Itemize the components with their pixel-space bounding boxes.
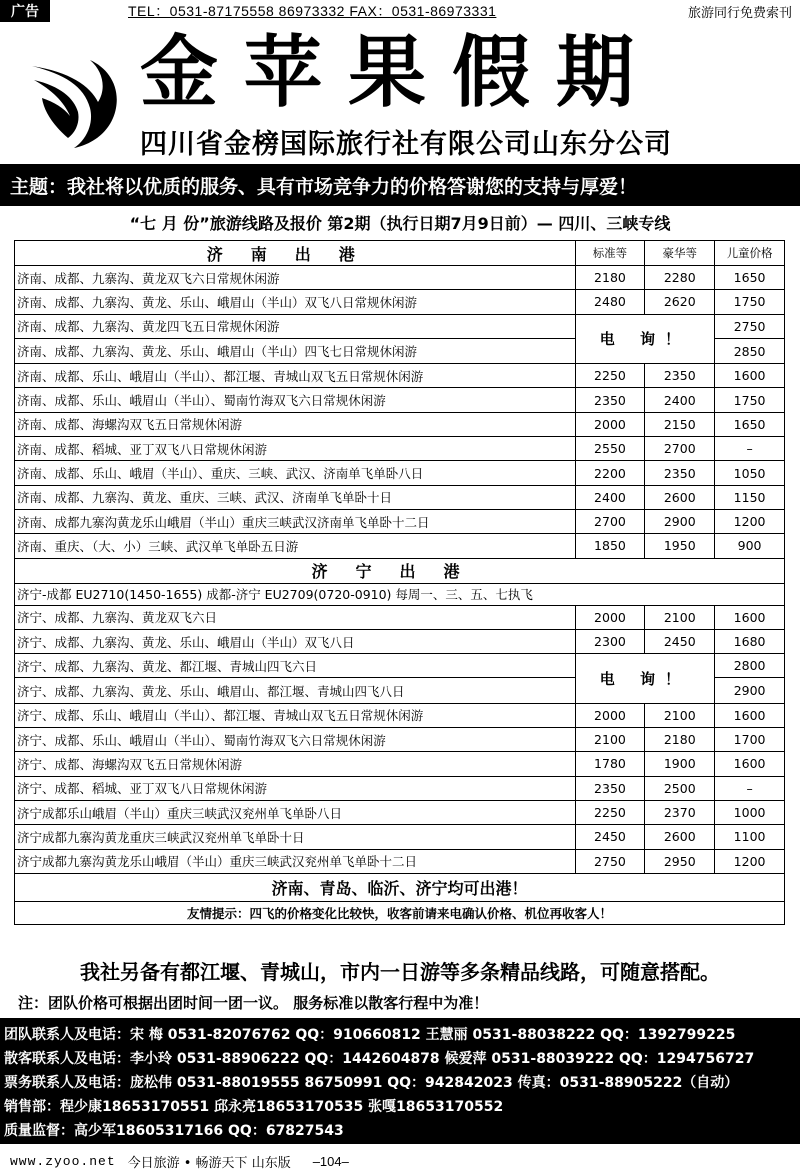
deluxe-price: 2350 xyxy=(645,461,715,484)
footer-site: www.zyoo.net xyxy=(10,1153,116,1169)
standard-price: 2250 xyxy=(576,801,646,824)
standard-price: 2550 xyxy=(576,437,646,460)
price-table xyxy=(14,240,785,925)
child-price: 1750 xyxy=(733,392,766,408)
deluxe-price: 2400 xyxy=(645,388,715,411)
contact-line: TEL：0531-87175558 86973332 FAX：0531-86973331 xyxy=(128,3,497,19)
deluxe-price: 1950 xyxy=(645,534,715,557)
jinan-section-header xyxy=(15,241,784,266)
footer-slogan: 今日旅游 • 畅游天下 山东版 xyxy=(127,1155,291,1171)
header-child: 儿童价格 xyxy=(726,246,773,260)
route-row xyxy=(15,486,784,510)
route-row xyxy=(15,728,784,752)
outports-note: 济南、青岛、临沂、济宁均可出港！ xyxy=(15,874,784,902)
route-name: 济宁成都乐山峨眉（半山）重庆三峡武汉兖州单飞单卧八日 xyxy=(15,801,576,824)
standard-price: 2300 xyxy=(576,630,646,653)
deluxe-price: 2950 xyxy=(645,850,715,873)
free-index-label: 旅游同行免费索刊 xyxy=(687,5,792,21)
route-name: 济宁成都九寨沟黄龙乐山峨眉（半山）重庆三峡武汉兖州单飞单卧十二日 xyxy=(15,850,576,873)
route-name: 济宁、成都、九寨沟、黄龙双飞六日 xyxy=(15,606,576,629)
standard-price: 2750 xyxy=(576,850,646,873)
child-price: 1700 xyxy=(733,732,766,748)
standard-price: 2180 xyxy=(576,266,646,289)
jining-ask-group xyxy=(15,654,784,704)
route-row xyxy=(15,388,784,412)
ask-price-label: 电 询！ xyxy=(576,654,716,703)
deluxe-price: 2600 xyxy=(645,825,715,848)
route-row xyxy=(15,413,784,437)
child-price: 1000 xyxy=(733,805,766,821)
route-name: 济宁、成都、乐山、峨眉山（半山）、蜀南竹海双飞六日常规休闲游 xyxy=(15,728,576,751)
child-price: 2750 xyxy=(715,315,784,339)
company-name: 四川省金榜国际旅行社有限公司山东分公司 xyxy=(140,129,672,160)
route-row xyxy=(15,704,784,728)
route-name: 济宁、成都、稻城、亚丁双飞八日常规休闲游 xyxy=(15,777,576,800)
route-name: 济南、成都、乐山、峨眉山（半山）、都江堰、青城山双飞五日常规休闲游 xyxy=(15,364,576,387)
child-price: 2800 xyxy=(715,654,784,678)
route-row xyxy=(15,510,784,534)
route-name: 济南、成都、九寨沟、黄龙、重庆、三峡、武汉、济南单飞单卧十日 xyxy=(15,486,576,509)
child-price: 1150 xyxy=(733,489,766,505)
route-name: 济南、成都、海螺沟双飞五日常规休闲游 xyxy=(15,413,576,436)
child-price: 1600 xyxy=(733,756,766,772)
child-price: 2900 xyxy=(733,683,766,699)
child-price: 1750 xyxy=(733,294,766,310)
child-price: 1650 xyxy=(733,416,766,432)
route-name: 济南、成都、九寨沟、黄龙双飞六日常规休闲游 xyxy=(15,266,576,289)
child-price: – xyxy=(746,780,753,796)
header xyxy=(0,24,800,160)
deluxe-price: 2500 xyxy=(645,777,715,800)
standard-price: 1780 xyxy=(576,752,646,775)
dove-logo-icon xyxy=(24,46,134,156)
child-price: 1600 xyxy=(733,609,766,625)
child-price: 1600 xyxy=(733,368,766,384)
route-row xyxy=(15,437,784,461)
deluxe-price: 2700 xyxy=(645,437,715,460)
route-row xyxy=(15,777,784,801)
deluxe-price: 2450 xyxy=(645,630,715,653)
subtitle: “七 月 份”旅游线路及报价 第2期（执行日期7月9日前）— 四川、三峡专线 xyxy=(129,214,671,233)
deluxe-price: 2600 xyxy=(645,486,715,509)
child-price: 1200 xyxy=(733,853,766,869)
route-row xyxy=(15,266,784,290)
standard-price: 2400 xyxy=(576,486,646,509)
route-row xyxy=(15,630,784,654)
deluxe-price: 2350 xyxy=(645,364,715,387)
deluxe-price: 2370 xyxy=(645,801,715,824)
child-price: 1100 xyxy=(733,829,766,845)
standard-price: 2200 xyxy=(576,461,646,484)
route-name: 济南、成都九寨沟黄龙乐山峨眉（半山）重庆三峡武汉济南单飞单卧十二日 xyxy=(15,510,576,533)
route-name: 济宁成都九寨沟黄龙重庆三峡武汉兖州单飞单卧十日 xyxy=(15,825,576,848)
standard-price: 2000 xyxy=(576,704,646,727)
child-price: 1600 xyxy=(733,707,766,723)
deluxe-price: 2150 xyxy=(645,413,715,436)
ask-price-label: 电 询！ xyxy=(576,315,716,364)
route-name: 济南、重庆、（大、小）三峡、武汉单飞单卧五日游 xyxy=(15,534,576,557)
route-row xyxy=(15,850,784,874)
child-price: 1200 xyxy=(733,514,766,530)
child-price: 1680 xyxy=(733,634,766,649)
standard-price: 2450 xyxy=(576,825,646,848)
route-name: 济南、成都、乐山、峨眉（半山）、重庆、三峡、武汉、济南单飞单卧八日 xyxy=(15,461,576,484)
jining-section-title: 济宁出港 xyxy=(15,559,784,584)
route-name: 济宁、成都、九寨沟、黄龙、乐山、峨眉山（半山）双飞八日 xyxy=(15,630,576,653)
contact-individual: 散客联系人及电话：李小玲 0531-88906222 QQ：1442604878 候爱萍 0531-88039222 QQ：1294756727 xyxy=(4,1051,755,1067)
route-name: 济宁、成都、海螺沟双飞五日常规休闲游 xyxy=(15,752,576,775)
route-name: 济南、成都、九寨沟、黄龙四飞五日常规休闲游 xyxy=(15,315,575,339)
top-bar xyxy=(0,0,800,22)
route-row xyxy=(15,364,784,388)
route-name: 济南、成都、稻城、亚丁双飞八日常规休闲游 xyxy=(15,437,576,460)
standard-price: 2000 xyxy=(576,606,646,629)
ad-label: 广告 xyxy=(0,0,50,22)
deluxe-price: 2900 xyxy=(645,510,715,533)
route-name: 济南、成都、九寨沟、黄龙、乐山、峨眉山（半山）四飞七日常规休闲游 xyxy=(17,344,418,360)
route-row xyxy=(15,606,784,630)
deluxe-price: 1900 xyxy=(645,752,715,775)
theme-banner: 主题：我社将以优质的服务、具有市场竞争力的价格答谢您的支持与厚爱！ xyxy=(0,164,800,206)
route-name: 济南、成都、乐山、峨眉山（半山）、蜀南竹海双飞六日常规休闲游 xyxy=(15,388,576,411)
child-price: 1050 xyxy=(733,465,766,481)
route-row xyxy=(15,825,784,849)
standard-price: 2350 xyxy=(576,777,646,800)
page-number: –104– xyxy=(312,1153,349,1169)
deluxe-price: 2100 xyxy=(645,704,715,727)
route-name: 济宁、成都、乐山、峨眉山（半山）、都江堰、青城山双飞五日常规休闲游 xyxy=(15,704,576,727)
route-row xyxy=(15,461,784,485)
standard-price: 2250 xyxy=(576,364,646,387)
child-price: 1650 xyxy=(733,270,766,286)
jinan-section-title: 济南出港 xyxy=(15,241,576,265)
contact-quality: 质量监督：高少军18605317166 QQ：67827543 xyxy=(4,1123,344,1139)
route-name: 济宁、成都、九寨沟、黄龙、都江堰、青城山四飞六日 xyxy=(15,654,575,678)
header-standard: 标准等 xyxy=(576,241,646,265)
deluxe-price: 2280 xyxy=(645,266,715,289)
jining-flight-info: 济宁-成都 EU2710(1450-1655) 成都-济宁 EU2709(0720-0910) 每周一、三、五、七执飞 xyxy=(15,584,784,606)
standard-price: 1850 xyxy=(576,534,646,557)
route-row xyxy=(15,534,784,558)
deluxe-price: 2100 xyxy=(645,606,715,629)
friendly-tip: 友情提示：四飞的价格变化比较快，收客前请来电确认价格、机位再收客人！ xyxy=(186,905,612,921)
standard-price: 2480 xyxy=(576,290,646,313)
brand-title: 金苹果假期 xyxy=(140,27,661,118)
child-price: 900 xyxy=(737,538,762,554)
contacts-panel xyxy=(0,1018,800,1144)
contact-sales: 销售部：程少康18653170551 邱永亮18653170535 张嘎18653170552 xyxy=(4,1099,504,1115)
route-name: 济宁、成都、九寨沟、黄龙、乐山、峨眉山、都江堰、青城山四飞八日 xyxy=(17,683,405,699)
jinan-ask-group xyxy=(15,315,784,365)
footer xyxy=(0,1150,800,1172)
contact-team: 团队联系人及电话：宋 梅 0531-82076762 QQ：910660812 王慧丽 0531-88038222 QQ：1392799225 xyxy=(4,1027,736,1043)
header-deluxe: 豪华等 xyxy=(645,241,715,265)
standard-price: 2000 xyxy=(576,413,646,436)
deluxe-price: 2180 xyxy=(645,728,715,751)
standard-price: 2350 xyxy=(576,388,646,411)
contact-ticket: 票务联系人及电话：庞松伟 0531-88019555 86750991 QQ：942842023 传真：0531-88905222（自动） xyxy=(4,1075,739,1091)
deluxe-price: 2620 xyxy=(645,290,715,313)
standard-price: 2700 xyxy=(576,510,646,533)
note-line: 注：团队价格可根据出团时间一团一议。 服务标准以散客行程中为准！ xyxy=(18,994,489,1012)
standard-price: 2100 xyxy=(576,728,646,751)
child-price: 2850 xyxy=(733,343,766,359)
route-name: 济南、成都、九寨沟、黄龙、乐山、峨眉山（半山）双飞八日常规休闲游 xyxy=(15,290,576,313)
child-price: – xyxy=(746,441,753,457)
route-row xyxy=(15,801,784,825)
route-row xyxy=(15,290,784,314)
promo-line: 我社另备有都江堰、青城山，市内一日游等多条精品线路，可随意搭配。 xyxy=(80,960,720,984)
route-row xyxy=(15,752,784,776)
